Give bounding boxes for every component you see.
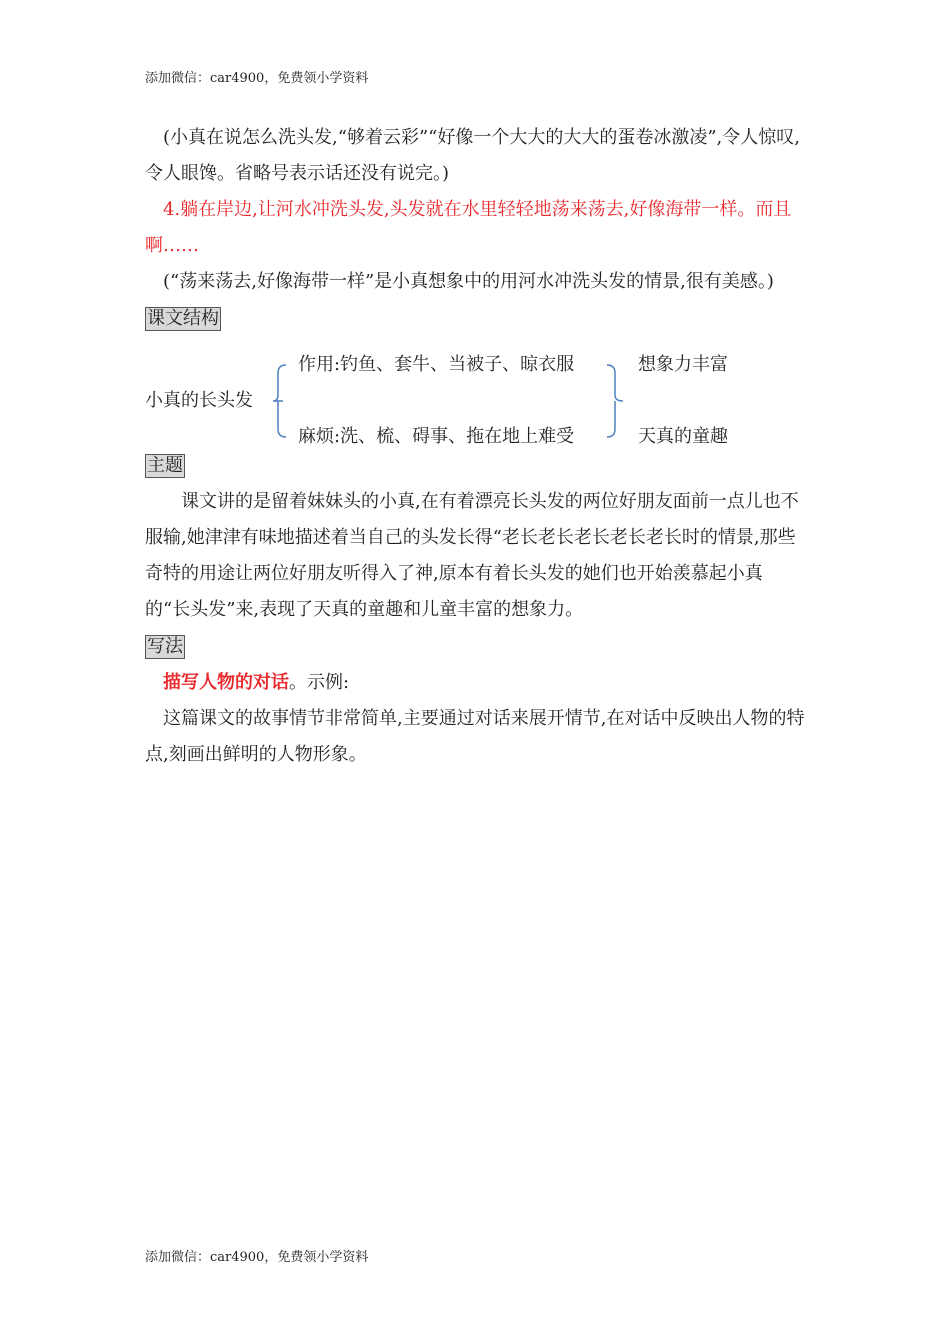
- paragraph-explanation-2: (“荡来荡去,好像海带一样”是小真想象中的用河水冲洗头发的情景,很有美感。): [163, 271, 774, 292]
- writing-heading-suffix: 。示例:: [289, 672, 350, 693]
- theme-paragraph: 课文讲的是留着妹妹头的小真,在有着漂亮长头发的两位好朋友面前一点儿也不服输,她津津有味地描述着当自己的头发长得“老长老长老长老长老长时的情景,那些奇特的用途让两位好朋友听得入了神,原本有着长头发的她们也开始羡慕起小真的“长头发”来,表现了天真的童趣和儿童丰富的想象力。: [145, 491, 799, 620]
- structure-root: 小真的长头发: [145, 390, 253, 411]
- footer-watermark-note: 添加微信：car4900，免费领小学资料: [145, 1250, 369, 1265]
- structure-branch-use: 作用:钓鱼、套牛、当被子、晾衣服: [298, 354, 575, 375]
- writing-section: [145, 628, 807, 665]
- header-watermark-note: 添加微信：car4900，免费领小学资料: [145, 71, 369, 86]
- left-brace: [273, 365, 286, 437]
- writing-heading-line: [145, 665, 807, 701]
- structure-result-imagination: 想象力丰富: [638, 354, 728, 375]
- theme-label: 主题: [147, 455, 183, 476]
- writing-heading: 描写人物的对话: [163, 672, 289, 693]
- document-body: [145, 120, 807, 773]
- paragraph-explanation-1: (小真在说怎么洗头发,“够着云彩”“好像一个大大的大大的蛋卷冰激凌”,令人惊叹,令人眼馋。省略号表示话还没有说完。): [145, 127, 800, 184]
- structure-label: 课文结构: [147, 308, 219, 329]
- item-4-highlight: 4.躺在岸边,让河水冲洗头发,头发就在水里轻轻地荡来荡去,好像海带一样。而且啊……: [145, 199, 792, 256]
- writing-paragraph: 这篇课文的故事情节非常简单,主要通过对话来展开情节,在对话中反映出人物的特点,刻画出鲜明的人物形象。: [145, 708, 805, 765]
- right-brace: [607, 365, 623, 437]
- theme-section: [145, 447, 807, 484]
- structure-diagram: [145, 337, 807, 447]
- writing-label: 写法: [147, 636, 183, 657]
- structure-result-innocence: 天真的童趣: [638, 426, 728, 447]
- structure-section: [145, 300, 807, 337]
- structure-branch-trouble: 麻烦:洗、梳、碍事、拖在地上难受: [298, 426, 575, 447]
